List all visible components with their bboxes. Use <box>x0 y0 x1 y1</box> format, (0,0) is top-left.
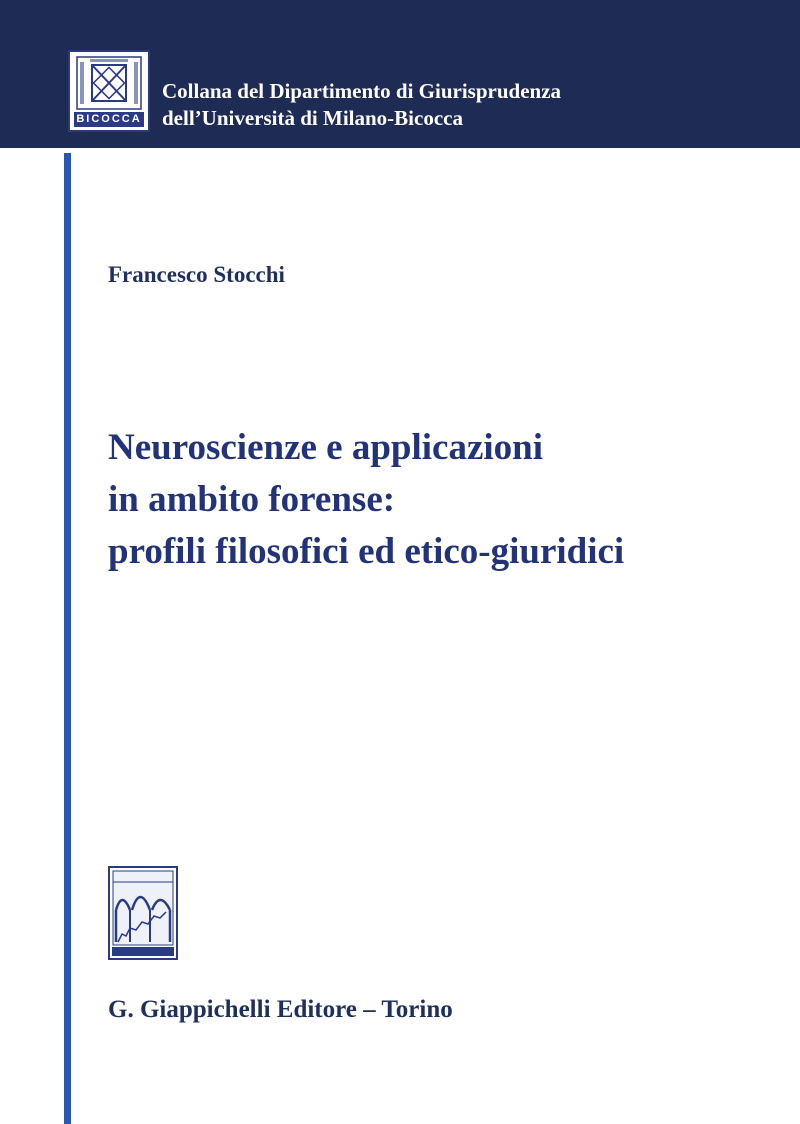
university-seal-icon <box>76 56 142 110</box>
book-title <box>108 422 624 578</box>
department-emblem-icon <box>108 866 178 960</box>
title-line-2: in ambito forense: <box>108 479 396 520</box>
logo-wordmark: BICOCCA <box>74 112 144 127</box>
author-name: Francesco Stocchi <box>108 262 285 287</box>
series-line-1: Collana del Dipartimento di Giurisprudenza <box>162 79 562 103</box>
title-line-1: Neuroscienze e applicazioni <box>108 427 544 468</box>
accent-bar <box>64 153 71 1124</box>
series-line-2: dell’Università di Milano-Bicocca <box>162 106 463 130</box>
title-line-3: profili filosofici ed etico-giuridici <box>108 531 625 572</box>
header-band <box>0 0 800 148</box>
publisher-name: G. Giappichelli Editore – Torino <box>108 996 453 1023</box>
university-logo <box>68 50 150 132</box>
series-title <box>162 78 561 132</box>
